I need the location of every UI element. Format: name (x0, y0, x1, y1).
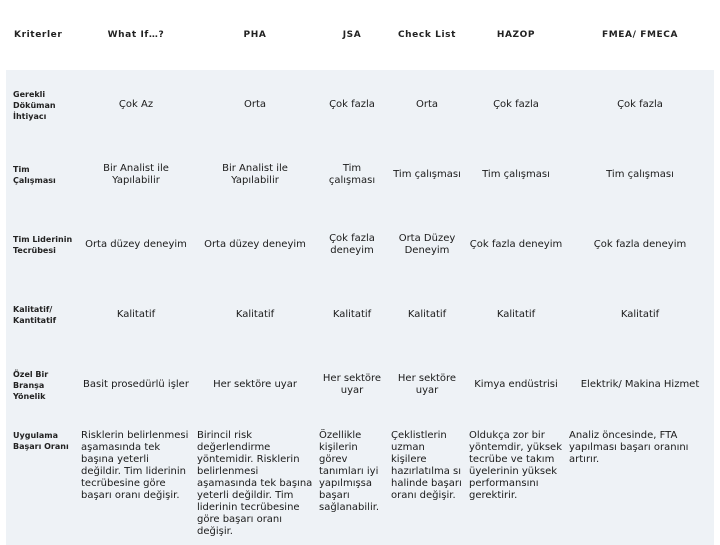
risk-method-comparison-table (6, 0, 714, 545)
table-cell: Basit prosedürlü işler (83, 379, 189, 390)
table-cell: Risklerin belirlenmesi aşamasında tek başına yeterli değildir. Tim liderinin tecrübesine göre başarı oranı değişir. (81, 430, 189, 501)
table-cell: Kalitatif (332, 309, 372, 320)
table-cell: Tim çalışması (328, 163, 376, 186)
table-cell: Birincil risk değerlendirme yöntemidir. Risklerin belirlenmesi aşamasında tek başına yeterli değildir. Tim liderinin tecrübesine göre başarı oranı değişir. (197, 430, 313, 537)
table-header-row (6, 0, 714, 70)
comparison-table-wrapper (6, 0, 714, 540)
header-fmea-fmeca: FMEA/ FMECA (566, 0, 714, 70)
table-cell: Kalitatif (235, 309, 275, 320)
table-cell: Her sektöre uyar (397, 373, 457, 396)
table-cell: Bir Analist ile Yapılabilir (103, 163, 169, 186)
header-jsa: JSA (316, 0, 388, 70)
header-what-if: What If…? (78, 0, 194, 70)
table-cell: Oldukça zor bir yöntemdir, yüksek tecrübe ve takım üyelerinin yüksek performansını gerektirir. (469, 430, 562, 501)
table-cell: Her sektöre uyar (213, 379, 297, 390)
header-check-list: Check List (388, 0, 466, 70)
table-cell: Orta (415, 99, 439, 110)
table-row (6, 70, 714, 140)
table-row (6, 210, 714, 280)
table-row (6, 280, 714, 350)
row-criterion: Uygulama Başarı Oranı (13, 431, 69, 451)
table-cell: Çeklistlerin uzman kişilere hazırlatılma sı halinde başarı oranı değişir. (391, 430, 462, 501)
table-cell: Çok fazla deneyim (329, 233, 375, 256)
table-cell: Kalitatif (407, 309, 447, 320)
row-criterion: Tim Çalışması (13, 165, 56, 185)
table-cell: Analiz öncesinde, FTA yapılması başarı oranını artırır. (569, 430, 689, 465)
row-criterion: Özel Bir Branşa Yönelik (13, 369, 49, 401)
table-cell: Çok fazla deneyim (469, 239, 563, 250)
header-hazop: HAZOP (466, 0, 566, 70)
table-row (6, 140, 714, 210)
table-cell: Kalitatif (620, 309, 660, 320)
table-cell: Çok fazla (493, 99, 539, 110)
table-cell: Çok fazla (617, 99, 663, 110)
table-cell: Bir Analist ile Yapılabilir (222, 163, 288, 186)
table-cell: Tim çalışması (393, 169, 461, 180)
table-cell: Kimya endüstrisi (474, 379, 558, 390)
table-cell: Kalitatif (116, 309, 156, 320)
table-cell: Çok fazla deneyim (593, 239, 687, 250)
row-criterion: Gerekli Döküman İhtiyacı (13, 89, 56, 121)
table-cell: Elektrik/ Makina Hizmet (580, 379, 700, 390)
header-pha: PHA (194, 0, 316, 70)
header-criteria: Kriterler (6, 0, 78, 70)
table-cell: Özellikle kişilerin görev tanımları iyi yapılmışsa başarı sağlanabilir. (319, 430, 380, 513)
table-cell: Orta Düzey Deneyim (398, 233, 456, 256)
table-cell: Tim çalışması (482, 169, 550, 180)
table-cell: Çok Az (118, 99, 154, 110)
row-criterion: Kalitatif/ Kantitatif (13, 305, 57, 325)
table-row (6, 350, 714, 420)
table-row (6, 420, 714, 545)
table-cell: Her sektöre uyar (322, 373, 382, 396)
table-cell: Orta düzey deneyim (85, 239, 187, 250)
row-criterion: Tim Liderinin Tecrübesi (13, 235, 73, 255)
table-cell: Tim çalışması (606, 169, 674, 180)
table-cell: Çok fazla (329, 99, 375, 110)
table-cell: Orta düzey deneyim (204, 239, 306, 250)
table-cell: Orta (243, 99, 267, 110)
table-cell: Kalitatif (496, 309, 536, 320)
